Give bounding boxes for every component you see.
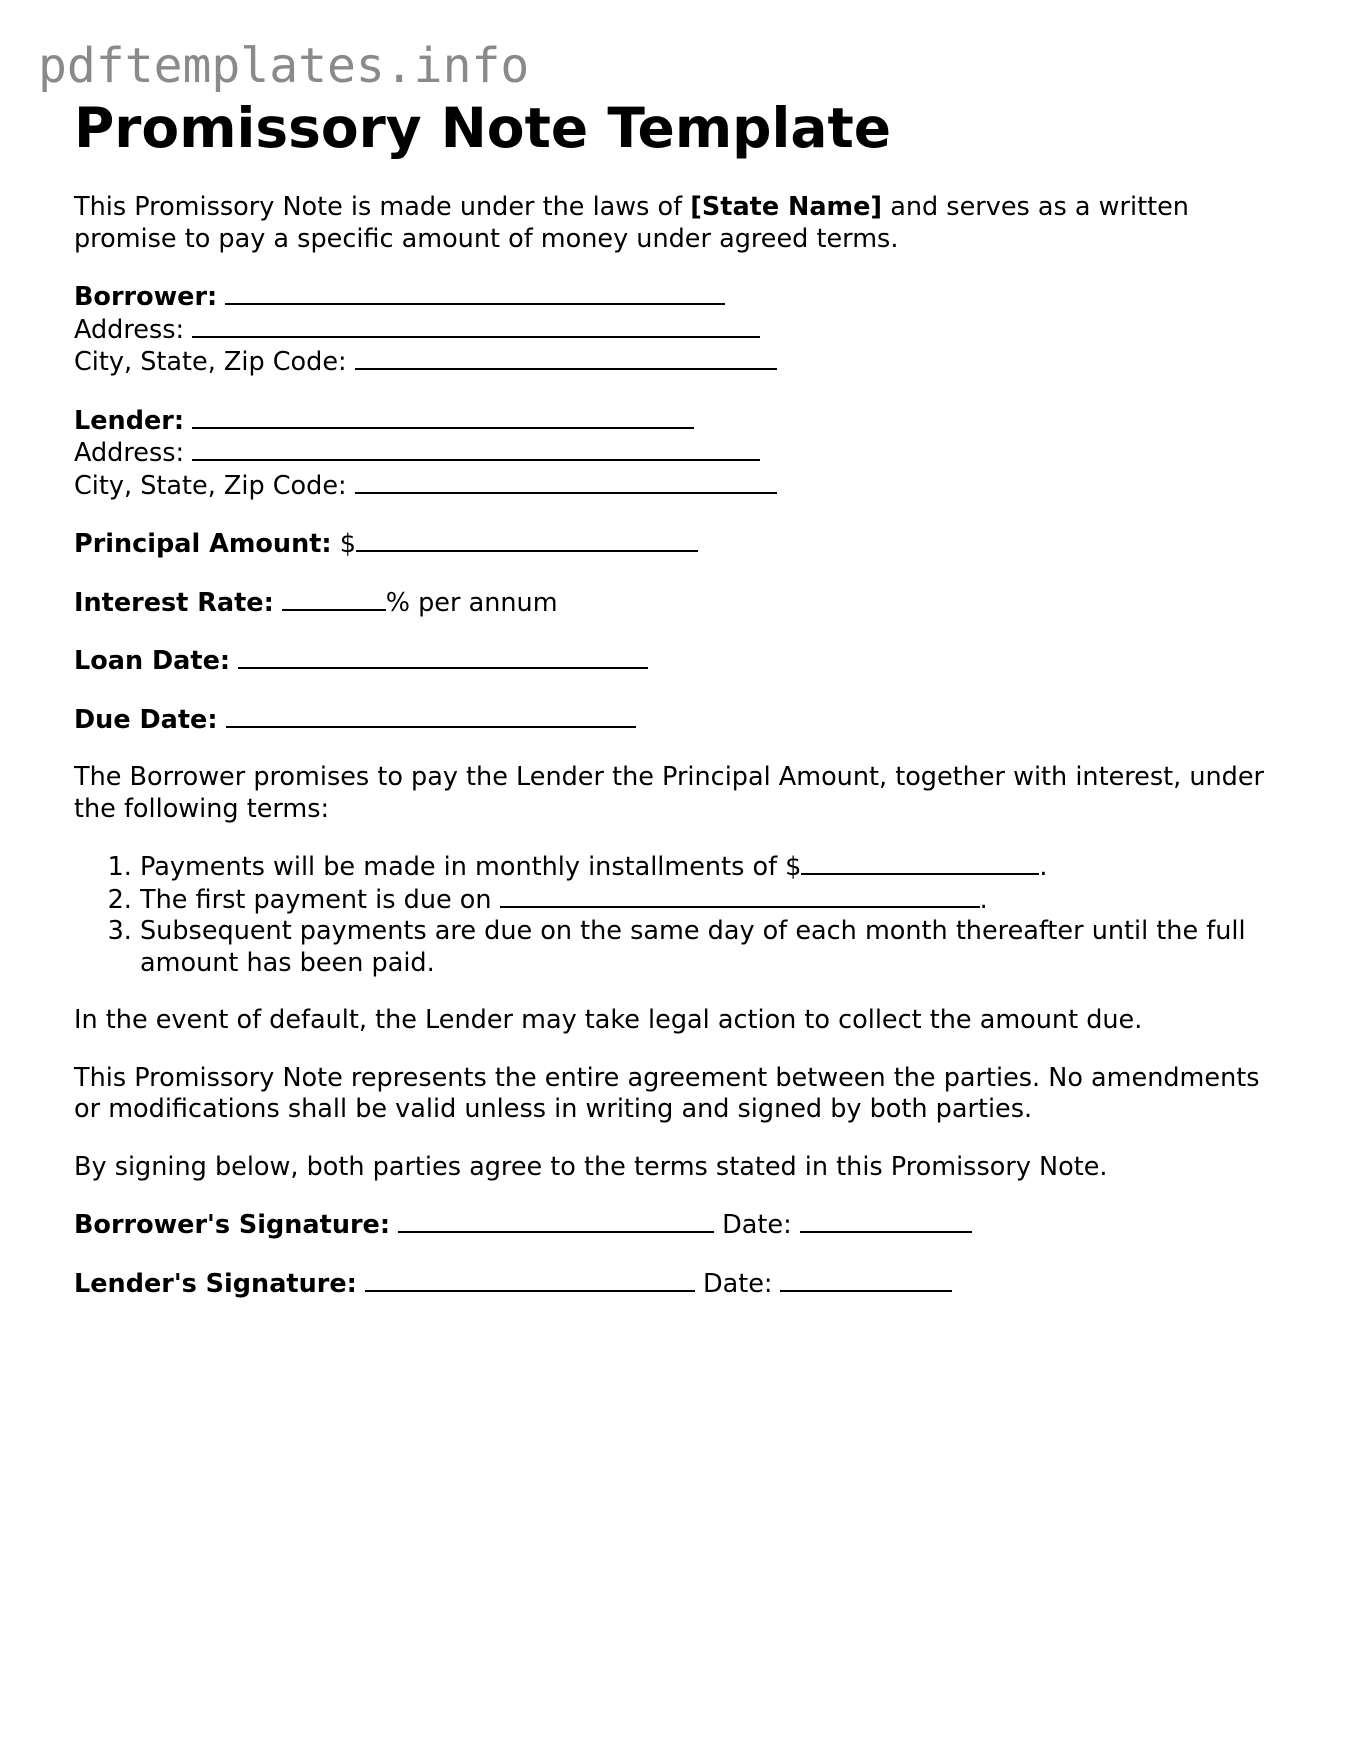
lender-date-field[interactable] bbox=[780, 1268, 952, 1292]
borrower-date-label: Date: bbox=[722, 1210, 792, 1240]
lender-date-label: Date: bbox=[702, 1268, 773, 1299]
lender-signature-label: Lender's Signature: bbox=[74, 1268, 357, 1299]
intro-paragraph bbox=[74, 192, 1284, 255]
lender-name-field[interactable] bbox=[192, 405, 694, 429]
lender-address-field[interactable] bbox=[192, 437, 760, 461]
due-date-row bbox=[74, 704, 1284, 737]
term-1-suffix: . bbox=[1039, 852, 1048, 882]
entire-agreement-clause: This Promissory Note represents the entire agreement between the parties. No amendments or modifications shall be valid unless in writing and signed by both parties. bbox=[74, 1062, 1260, 1124]
loan-date-label: Loan Date: bbox=[74, 646, 231, 676]
lender-address-label: Address: bbox=[74, 438, 185, 468]
loan-date-row bbox=[74, 645, 1284, 678]
signing-statement: By signing below, both parties agree to the terms stated in this Promissory Note. bbox=[74, 1151, 1108, 1182]
list-item: 3. Subsequent payments are due on the same day of each month thereafter until the full amount has been paid. bbox=[140, 916, 1284, 979]
lender-city-label: City, State, Zip Code: bbox=[74, 470, 347, 501]
principal-amount-field[interactable] bbox=[356, 528, 698, 552]
borrower-name-field[interactable] bbox=[225, 281, 725, 305]
principal-label: Principal Amount: bbox=[74, 529, 332, 559]
installment-amount-field[interactable] bbox=[801, 851, 1039, 875]
borrower-signature-label: Borrower's Signature: bbox=[74, 1210, 391, 1240]
first-payment-date-field[interactable] bbox=[500, 884, 980, 908]
interest-suffix: % per annum bbox=[385, 587, 558, 618]
intro-suffix: and serves as a written promise to pay a specific amount of money under agreed terms. bbox=[74, 192, 1189, 254]
borrower-signature-field[interactable] bbox=[398, 1209, 714, 1233]
page-title: Promissory Note Template bbox=[74, 96, 892, 160]
due-date-field[interactable] bbox=[226, 704, 636, 728]
lender-section bbox=[74, 405, 1284, 503]
due-date-label: Due Date: bbox=[74, 704, 218, 735]
borrower-city-label: City, State, Zip Code: bbox=[74, 347, 347, 377]
watermark: pdftemplates.info bbox=[38, 38, 530, 94]
state-name-placeholder: [State Name] bbox=[690, 192, 883, 222]
lender-label: Lender: bbox=[74, 405, 185, 436]
list-item bbox=[140, 851, 1284, 884]
default-clause: In the event of default, the Lender may take legal action to collect the amount due. bbox=[74, 1005, 1143, 1035]
term-1-prefix: Payments will be made in monthly installments of $ bbox=[140, 852, 802, 882]
terms-intro: The Borrower promises to pay the Lender the Principal Amount, together with interest, under the following terms: bbox=[74, 762, 1265, 824]
terms-list bbox=[74, 851, 1284, 979]
borrower-date-field[interactable] bbox=[800, 1209, 972, 1233]
lender-signature-field[interactable] bbox=[365, 1268, 695, 1292]
lender-signature-row bbox=[74, 1268, 1284, 1301]
borrower-address-field[interactable] bbox=[192, 314, 760, 338]
loan-date-field[interactable] bbox=[238, 645, 648, 669]
interest-label: Interest Rate: bbox=[74, 587, 274, 618]
borrower-label: Borrower: bbox=[74, 282, 218, 312]
lender-city-field[interactable] bbox=[355, 470, 777, 494]
interest-rate-field[interactable] bbox=[282, 587, 386, 611]
intro-prefix: This Promissory Note is made under the laws of bbox=[74, 192, 691, 222]
borrower-city-field[interactable] bbox=[355, 346, 777, 370]
document-page bbox=[74, 96, 1284, 1300]
term-2-suffix: . bbox=[979, 884, 988, 915]
term-2-prefix: The first payment is due on bbox=[140, 884, 500, 915]
borrower-address-label: Address: bbox=[74, 314, 185, 345]
borrower-section bbox=[74, 281, 1284, 379]
list-item bbox=[140, 884, 1284, 917]
borrower-signature-row bbox=[74, 1209, 1284, 1242]
interest-row bbox=[74, 587, 1284, 620]
currency-symbol: $ bbox=[339, 529, 356, 559]
principal-row bbox=[74, 528, 1284, 561]
